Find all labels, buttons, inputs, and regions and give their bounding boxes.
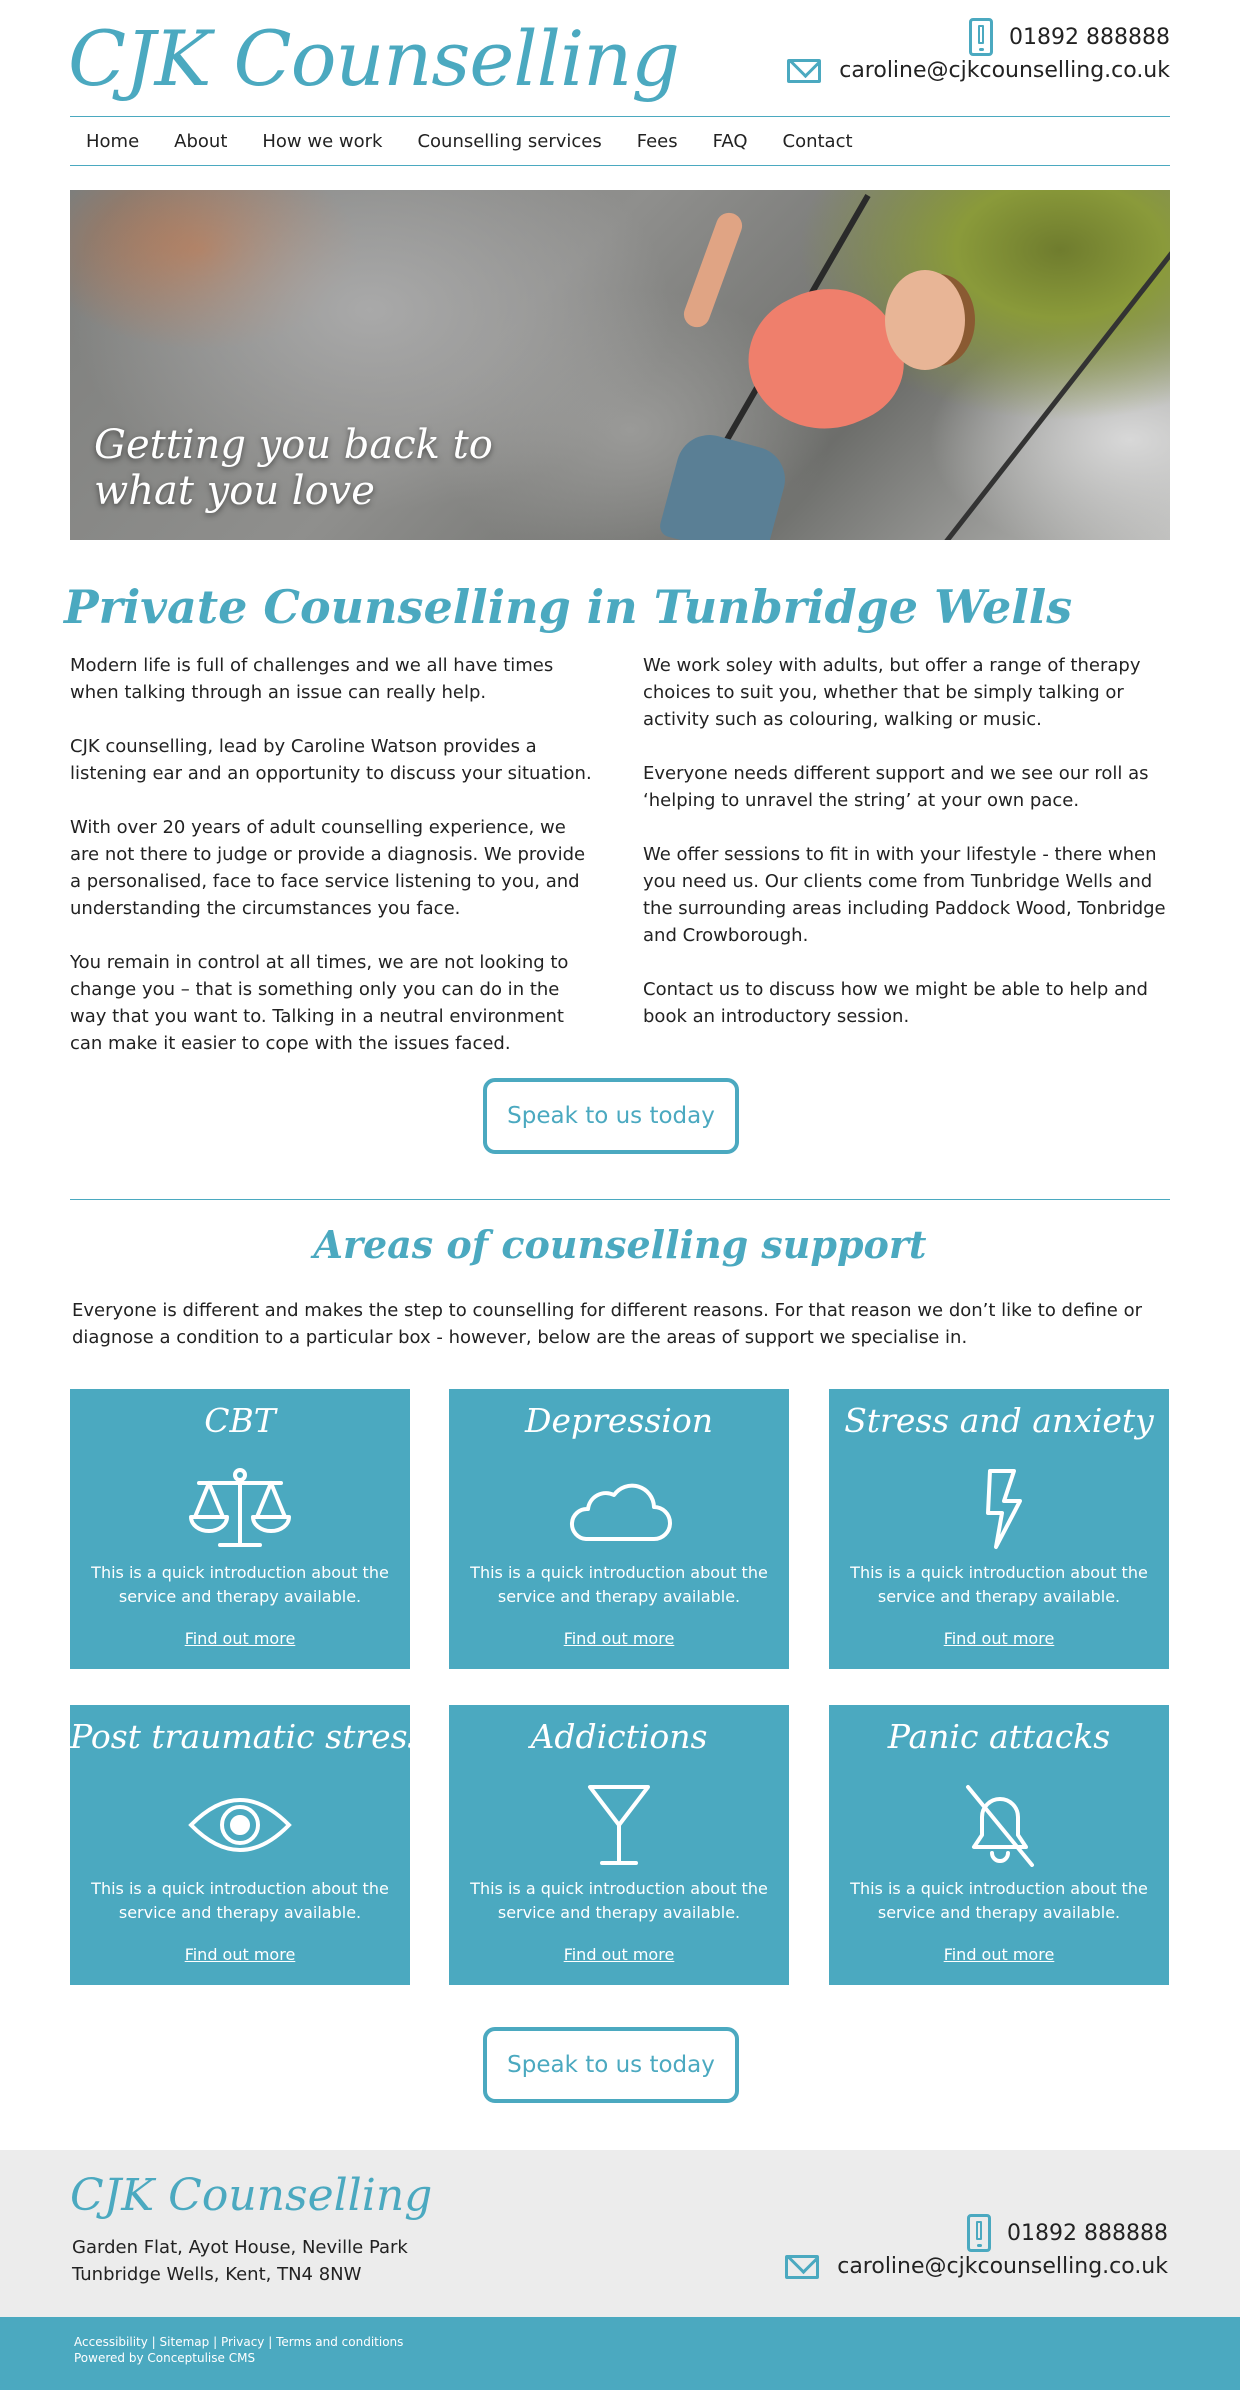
hero-climber-legs: [658, 428, 793, 540]
find-out-more-link[interactable]: Find out more: [184, 1945, 296, 1964]
find-out-more-link[interactable]: Find out more: [943, 1945, 1055, 1964]
intro-paragraph: With over 20 years of adult counselling experience, we are not there to judge or provide a diagnosis. We provide a personalised, face to face service listening to you, and understanding the circumstances you face.: [70, 817, 586, 919]
intro-paragraph: We offer sessions to fit in with your lifestyle - there when you need us. Our clients come from Tunbridge Wells and the surrounding areas including Paddock Wood, Tonbridge and Crowborough.: [643, 844, 1166, 946]
hero-caption-line1: Getting you back to: [94, 422, 493, 468]
card-text: This is a quick introduction about the service and therapy available.: [91, 1563, 389, 1606]
card-text: This is a quick introduction about the service and therapy available.: [850, 1879, 1148, 1922]
bottom-links: [74, 2334, 403, 2366]
phone-icon: [967, 2214, 991, 2252]
footer-email[interactable]: [785, 2254, 1168, 2279]
nav-item-how-we-work[interactable]: How we work: [262, 130, 383, 152]
phone-icon: [969, 18, 993, 56]
speak-to-us-button[interactable]: Speak to us today: [483, 1078, 739, 1154]
link-separator: |: [213, 2335, 218, 2349]
footer-link-privacy[interactable]: Privacy: [220, 2335, 265, 2349]
nav-item-faq[interactable]: FAQ: [712, 130, 748, 152]
service-card-addictions: [449, 1705, 789, 1985]
hero-climber-head: [885, 270, 965, 370]
intro-paragraph: Contact us to discuss how we might be able to help and book an introductory session.: [643, 979, 1148, 1027]
header-phone[interactable]: [969, 18, 1170, 56]
hero-climber-arm: [680, 209, 745, 331]
card-title: Post traumatic stress: [70, 1717, 425, 1756]
lightning-icon: [944, 1467, 1054, 1551]
address-line: Tunbridge Wells, Kent, TN4 8NW: [72, 2264, 362, 2285]
powered-by-link[interactable]: Powered by Conceptulise CMS: [74, 2351, 256, 2365]
footer-address: [72, 2234, 408, 2288]
header-email[interactable]: [787, 58, 1170, 83]
intro-paragraph: Modern life is full of challenges and we all have times when talking through an issue can really help.: [70, 655, 554, 703]
intro-right-column: [643, 652, 1173, 1057]
footer: [0, 2150, 1240, 2317]
section-divider: [70, 1199, 1170, 1200]
service-card-panic-attacks: [829, 1705, 1169, 1985]
footer-link-accessibility[interactable]: Accessibility: [74, 2335, 148, 2349]
footer-phone[interactable]: [967, 2214, 1168, 2252]
card-text: This is a quick introduction about the service and therapy available.: [91, 1879, 389, 1922]
footer-phone-number[interactable]: 01892 888888: [1007, 2220, 1168, 2246]
hero-banner: [70, 190, 1170, 540]
intro-left-column: [70, 652, 600, 1084]
site-logo[interactable]: CJK Counselling: [68, 14, 679, 103]
find-out-more-link[interactable]: Find out more: [563, 1945, 675, 1964]
link-separator: |: [151, 2335, 156, 2349]
footer-email-address[interactable]: caroline@cjkcounselling.co.uk: [837, 2254, 1168, 2279]
find-out-more-link[interactable]: Find out more: [943, 1629, 1055, 1648]
nav-item-home[interactable]: Home: [86, 130, 140, 152]
service-card-depression: [449, 1389, 789, 1669]
areas-intro: Everyone is different and makes the step to counselling for different reasons. For that reason we don’t like to define or diagnose a condition to a particular box - however, below are the areas of support we specialise in.: [72, 1300, 1143, 1348]
envelope-icon: [785, 2255, 819, 2279]
bottom-bar: [0, 2317, 1240, 2390]
intro-paragraph: Everyone needs different support and we see our roll as ‘helping to unravel the string’ at your own pace.: [643, 763, 1149, 811]
footer-link-sitemap[interactable]: Sitemap: [159, 2335, 210, 2349]
card-text: This is a quick introduction about the service and therapy available.: [850, 1563, 1148, 1606]
hero-caption: [94, 422, 493, 514]
card-title: Panic attacks: [887, 1717, 1111, 1756]
intro-paragraph: We work soley with adults, but offer a range of therapy choices to suit you, whether that be simply talking or activity such as colouring, walking or music.: [643, 655, 1141, 730]
areas-title: Areas of counselling support: [313, 1222, 927, 1267]
card-title: CBT: [204, 1401, 276, 1440]
nav-item-about[interactable]: About: [174, 130, 228, 152]
header-phone-number[interactable]: 01892 888888: [1009, 24, 1170, 50]
card-text: This is a quick introduction about the service and therapy available.: [470, 1879, 768, 1922]
nav-item-counselling-services[interactable]: Counselling services: [417, 130, 602, 152]
footer-logo[interactable]: CJK Counselling: [70, 2170, 433, 2221]
header-email-address[interactable]: caroline@cjkcounselling.co.uk: [839, 58, 1170, 83]
cloud-icon: [564, 1467, 674, 1551]
service-card-stress-anxiety: [829, 1389, 1169, 1669]
card-title: Depression: [525, 1401, 713, 1440]
nav-item-fees[interactable]: Fees: [636, 130, 678, 152]
speak-to-us-button[interactable]: Speak to us today: [483, 2027, 739, 2103]
card-title: Addictions: [530, 1717, 708, 1756]
intro-paragraph: CJK counselling, lead by Caroline Watson provides a listening ear and an opportunity to discuss your situation.: [70, 736, 592, 784]
address-line: Garden Flat, Ayot House, Neville Park: [72, 2237, 408, 2258]
bell-off-icon: [944, 1783, 1054, 1867]
card-title: Stress and anxiety: [844, 1401, 1154, 1440]
service-card-cbt: [70, 1389, 410, 1669]
link-separator: |: [268, 2335, 273, 2349]
hero-caption-line2: what you love: [94, 468, 375, 514]
service-card-post-traumatic-stress: [70, 1705, 425, 1985]
find-out-more-link[interactable]: Find out more: [563, 1629, 675, 1648]
cocktail-glass-icon: [564, 1783, 674, 1867]
eye-icon: [185, 1783, 295, 1867]
envelope-icon: [787, 59, 821, 83]
hero-rope-secondary: [941, 213, 1170, 540]
footer-link-terms[interactable]: Terms and conditions: [276, 2335, 404, 2349]
scales-icon: [185, 1467, 295, 1551]
nav-item-contact[interactable]: Contact: [782, 130, 853, 152]
main-navigation: [70, 116, 1170, 166]
find-out-more-link[interactable]: Find out more: [184, 1629, 296, 1648]
card-text: This is a quick introduction about the service and therapy available.: [470, 1563, 768, 1606]
page-title: Private Counselling in Tunbridge Wells: [64, 580, 1073, 634]
intro-paragraph: You remain in control at all times, we are not looking to change you – that is something only you can do in the way that you want to. Talking in a neutral environment can make it easier to cope with the issues faced.: [70, 952, 569, 1054]
